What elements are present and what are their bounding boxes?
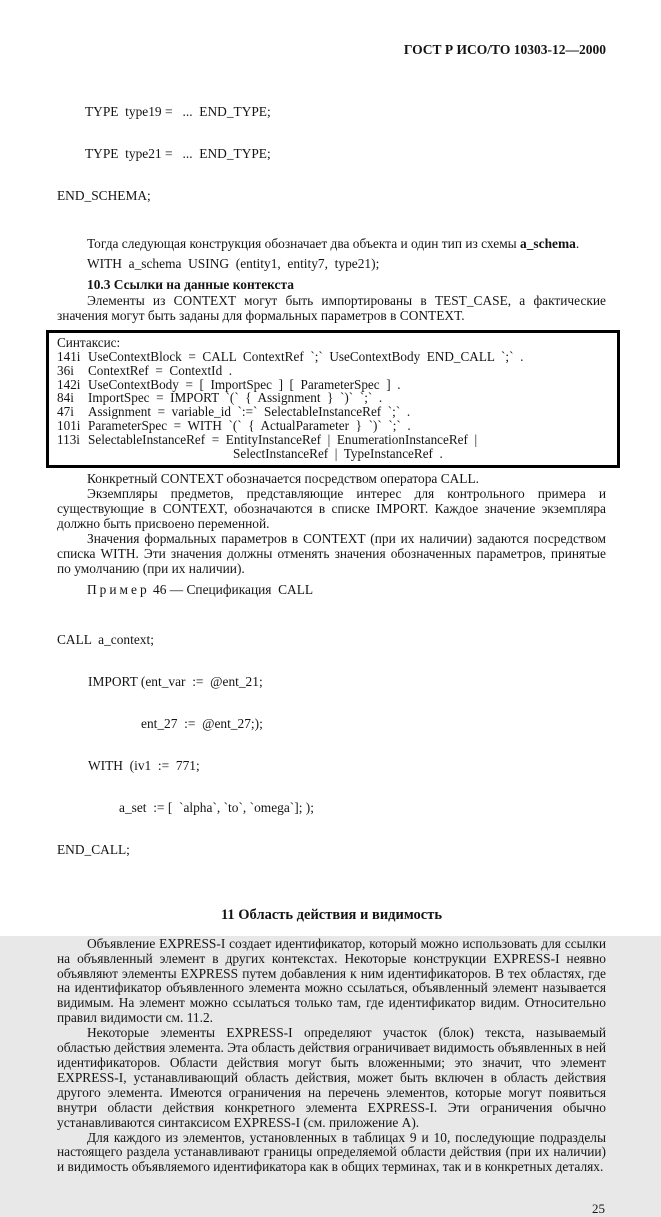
paragraph: Экземпляры предметов, представляющие интерес для контрольного примера и существующие в CONTEXT, обозначаются в списке IMPORT. Каждое значение экземпляра должно быть присвоено переменной.	[57, 486, 606, 532]
rule-text: ParameterSpec = WITH `(` { ActualParameter } `)` `;` .	[88, 418, 411, 433]
rule-number: 141i	[57, 349, 81, 365]
intro-tail: .	[575, 236, 580, 251]
syntax-rule	[57, 391, 611, 405]
call-code-block	[57, 605, 606, 885]
rule-text: UseContextBlock = CALL ContextRef `;` UseContextBody END_CALL `;` .	[88, 349, 524, 365]
code-line: ent_27 := @ent_27;);	[141, 715, 263, 731]
paragraph: Элементы из CONTEXT могут быть импортированы в TEST_CASE, а фактические значения могут быть заданы для формальных параметров в CONTEXT.	[57, 293, 606, 324]
syntax-box	[46, 330, 620, 468]
paragraph: Значения формальных параметров в CONTEXT (при их наличии) задаются посредством списка WITH. Эти значения должны отменять значения обозначенных параметров, принятые по умолчанию (при их наличии).	[57, 531, 606, 576]
heading-section-11: 11 Область действия и видимость	[220, 906, 443, 923]
syntax-rule	[57, 433, 611, 447]
rule-number: 47i	[57, 404, 74, 420]
syntax-rule	[57, 350, 611, 364]
code-line: IMPORT (ent_var := @ent_21;	[88, 673, 263, 689]
rule-text: ImportSpec = IMPORT `(` { Assignment } `)` `;` .	[88, 390, 383, 406]
example-label: Пример	[87, 581, 150, 597]
example-title: 46 — Спецификация CALL	[149, 581, 314, 597]
rule-text: SelectableInstanceRef = EntityInstanceRef | EnumerationInstanceRef |	[88, 431, 478, 447]
with-statement-line: WITH a_schema USING (entity1, entity7, type21);	[87, 255, 380, 271]
code-line: TYPE type21 = ... END_TYPE;	[85, 146, 271, 161]
paragraph: Конкретный CONTEXT обозначается посредством оператора CALL.	[87, 471, 480, 487]
rule-number: 113i	[57, 431, 80, 447]
rule-number: 142i	[57, 376, 81, 392]
paragraph: Для каждого из элементов, установленных в таблицах 9 и 10, последующие подразделы настоящего раздела устанавливают границы определяемой области действия (при их наличии) и видимость объявляемого идентификатора как в общих терминах, так и в конкретных деталях.	[57, 1129, 606, 1175]
syntax-label: Синтаксис:	[57, 335, 121, 351]
page-number: 25	[592, 1201, 605, 1217]
rule-text: UseContextBody = [ ImportSpec ] [ ParameterSpec ] .	[88, 376, 401, 392]
code-line: END_CALL;	[57, 841, 130, 857]
schema-code-block	[57, 77, 606, 231]
syntax-rule	[57, 405, 611, 419]
paragraph: Некоторые элементы EXPRESS-I определяют участок (блок) текста, называемый областью действия элемента. Эта область действия ограничивает видимость объявленных в ней идентификаторов. Области действия могут быть вложенными; это значит, что элемент EXPRESS-I, устанавливающий область действия, может быть включен в область действия другого элемента. Имеются ограничения на перечень элементов, которые могут появиться внутри области действия конкретного элемента EXPRESS-I. Эти ограничения обычно устанавливаются синтаксисом EXPRESS-I (см. приложение А).	[57, 1025, 606, 1130]
rule-text: Assignment = variable_id `:=` SelectableInstanceRef `;` .	[88, 404, 411, 420]
paragraph: Объявление EXPRESS-I создает идентификатор, который можно использовать для ссылки на объявленный элемент в других контекстах. Некоторые конструкции EXPRESS-I неявно объявляют элементы EXPRESS путем добавления к ним идентификаторов. В тех областях, где на идентификатор объявленного элемента можно ссылаться, объявленный элемент называется видимым. На элемент можно ссылаться только там, где идентификатор видим. Относительно правил видимости см. 11.2.	[57, 935, 606, 1026]
syntax-rule	[57, 364, 611, 378]
code-line: WITH (iv1 := 771;	[88, 757, 200, 773]
code-line: END_SCHEMA;	[57, 188, 151, 203]
syntax-rule	[57, 419, 611, 433]
rule-number	[57, 447, 88, 461]
rule-text: ContextRef = ContextId .	[88, 362, 233, 378]
paragraph-intro	[57, 237, 606, 252]
syntax-rule-continuation	[57, 447, 611, 461]
intro-text: Тогда следующая конструкция обозначает два объекта и один тип из схемы	[87, 236, 521, 251]
heading-10-3: 10.3 Ссылки на данные контекста	[87, 276, 294, 292]
standard-number: ГОСТ Р ИСО/ТО 10303-12—2000	[403, 42, 606, 57]
rule-number: 36i	[57, 362, 74, 378]
code-line: CALL a_context;	[57, 631, 154, 647]
page-header	[57, 42, 606, 57]
syntax-rule	[57, 378, 611, 392]
rule-text: SelectInstanceRef | TypeInstanceRef .	[233, 445, 443, 461]
code-line: TYPE type19 = ... END_TYPE;	[85, 104, 271, 119]
code-line: a_set := [ `alpha`, `to`, `omega`]; );	[119, 799, 314, 815]
rule-number: 84i	[57, 390, 74, 406]
rule-number: 101i	[57, 418, 81, 433]
intro-bold-term: a_schema	[520, 236, 576, 251]
example-caption	[57, 582, 606, 597]
